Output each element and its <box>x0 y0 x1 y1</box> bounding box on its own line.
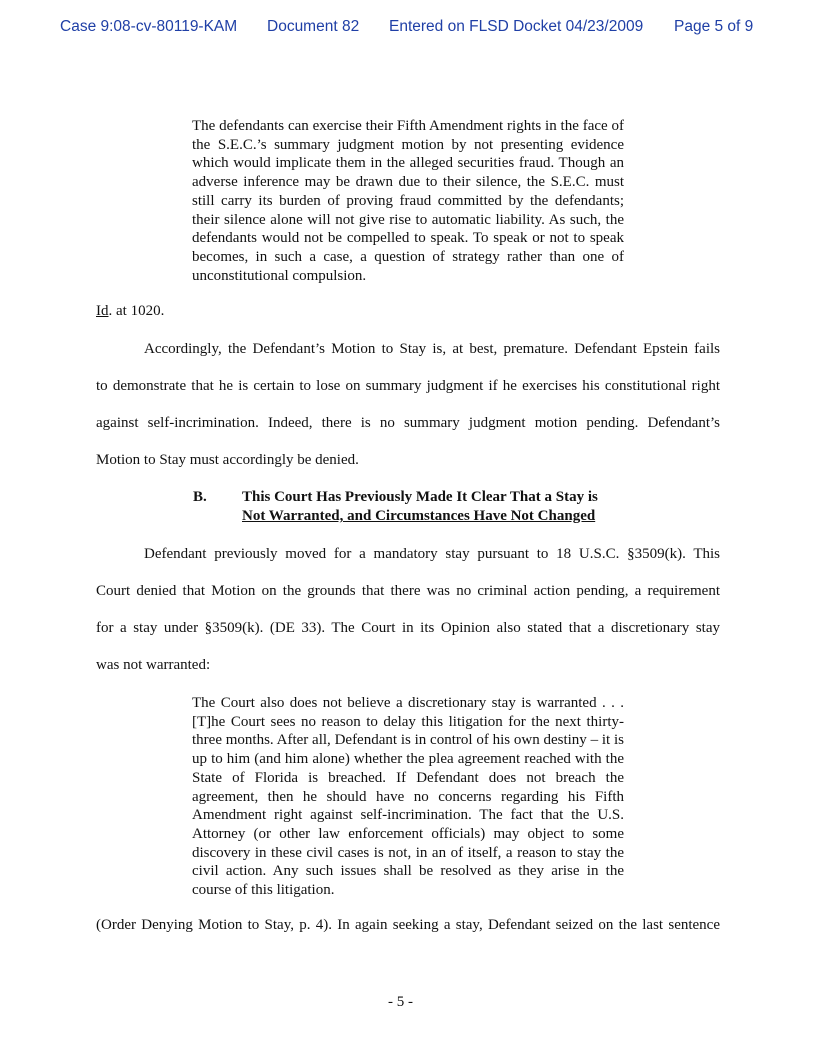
block-quote-1-text: The defendants can exercise their Fifth Amendment rights in the face of the S.E.C.’s summary judgment motion by not presenting evidence which would implicate them in the alleged securities fraud. Though an adverse inference may be drawn due to their silence, the S.E.C. must still carry its burden of proving fraud committed by the defendants; their silence alone will not give rise to automatic liability. As such, the defendants would not be compelled to speak. To speak or not to speak becomes, in such a case, a question of strategy rather than one of unconstitutional compulsion. <box>192 118 624 284</box>
citation-id: Id <box>96 303 109 319</box>
paragraph-1-line-3: against self-incrimination. Indeed, there is no summary judgment motion pending. Defendant’s <box>96 415 720 431</box>
section-heading-line-2: Not Warranted, and Circumstances Have Not Changed <box>242 508 596 524</box>
paragraph-1-line-1: Accordingly, the Defendant’s Motion to Stay is, at best, premature. Defendant Epstein fails <box>144 341 720 357</box>
paragraph-1-line-2: to demonstrate that he is certain to lose on summary judgment if he exercises his constitutional right <box>96 378 720 394</box>
paragraph-3-line-1: (Order Denying Motion to Stay, p. 4). In again seeking a stay, Defendant seized on the last sentence <box>96 917 720 933</box>
page-number: - 5 - <box>388 994 413 1010</box>
paragraph-2-line-4: was not warranted: <box>96 657 211 673</box>
header-document-number: Document 82 <box>267 18 360 35</box>
block-quote-1 <box>192 117 624 285</box>
paragraph-2-line-3: for a stay under §3509(k). (DE 33). The Court in its Opinion also stated that a discretionary stay <box>96 620 720 636</box>
header-case-number: Case 9:08-cv-80119-KAM <box>60 18 238 35</box>
section-heading-line-1: This Court Has Previously Made It Clear That a Stay is <box>242 489 598 505</box>
citation <box>96 303 164 320</box>
citation-rest: . at 1020. <box>108 303 165 319</box>
header-page-count: Page 5 of 9 <box>674 18 754 35</box>
header-docket-entry: Entered on FLSD Docket 04/23/2009 <box>389 18 644 35</box>
block-quote-2-text: The Court also does not believe a discretionary stay is warranted . . . [T]he Court sees no reason to delay this litigation for the next thirty-three months. After all, Defendant is in control of his own destiny – it is up to him (and him alone) whether the plea agreement reached with the State of Florida is breached. If Defendant does not breach the agreement, then he should have no concerns regarding his Fifth Amendment right against self-incrimination. The fact that the U.S. Attorney (or other law enforcement officials) may object to some discovery in these civil cases is not, in an of itself, a reason to stay the civil action. Any such issues shall be resolved as they arise in the course of this litigation. <box>192 695 624 899</box>
paragraph-1-line-4: Motion to Stay must accordingly be denied. <box>96 452 359 468</box>
docket-header <box>0 16 816 40</box>
section-letter: B. <box>193 489 207 505</box>
paragraph-2-line-2: Court denied that Motion on the grounds that there was no criminal action pending, a requirement <box>96 583 720 599</box>
paragraph-2-line-1: Defendant previously moved for a mandatory stay pursuant to 18 U.S.C. §3509(k). This <box>144 546 720 562</box>
block-quote-2 <box>192 694 624 900</box>
